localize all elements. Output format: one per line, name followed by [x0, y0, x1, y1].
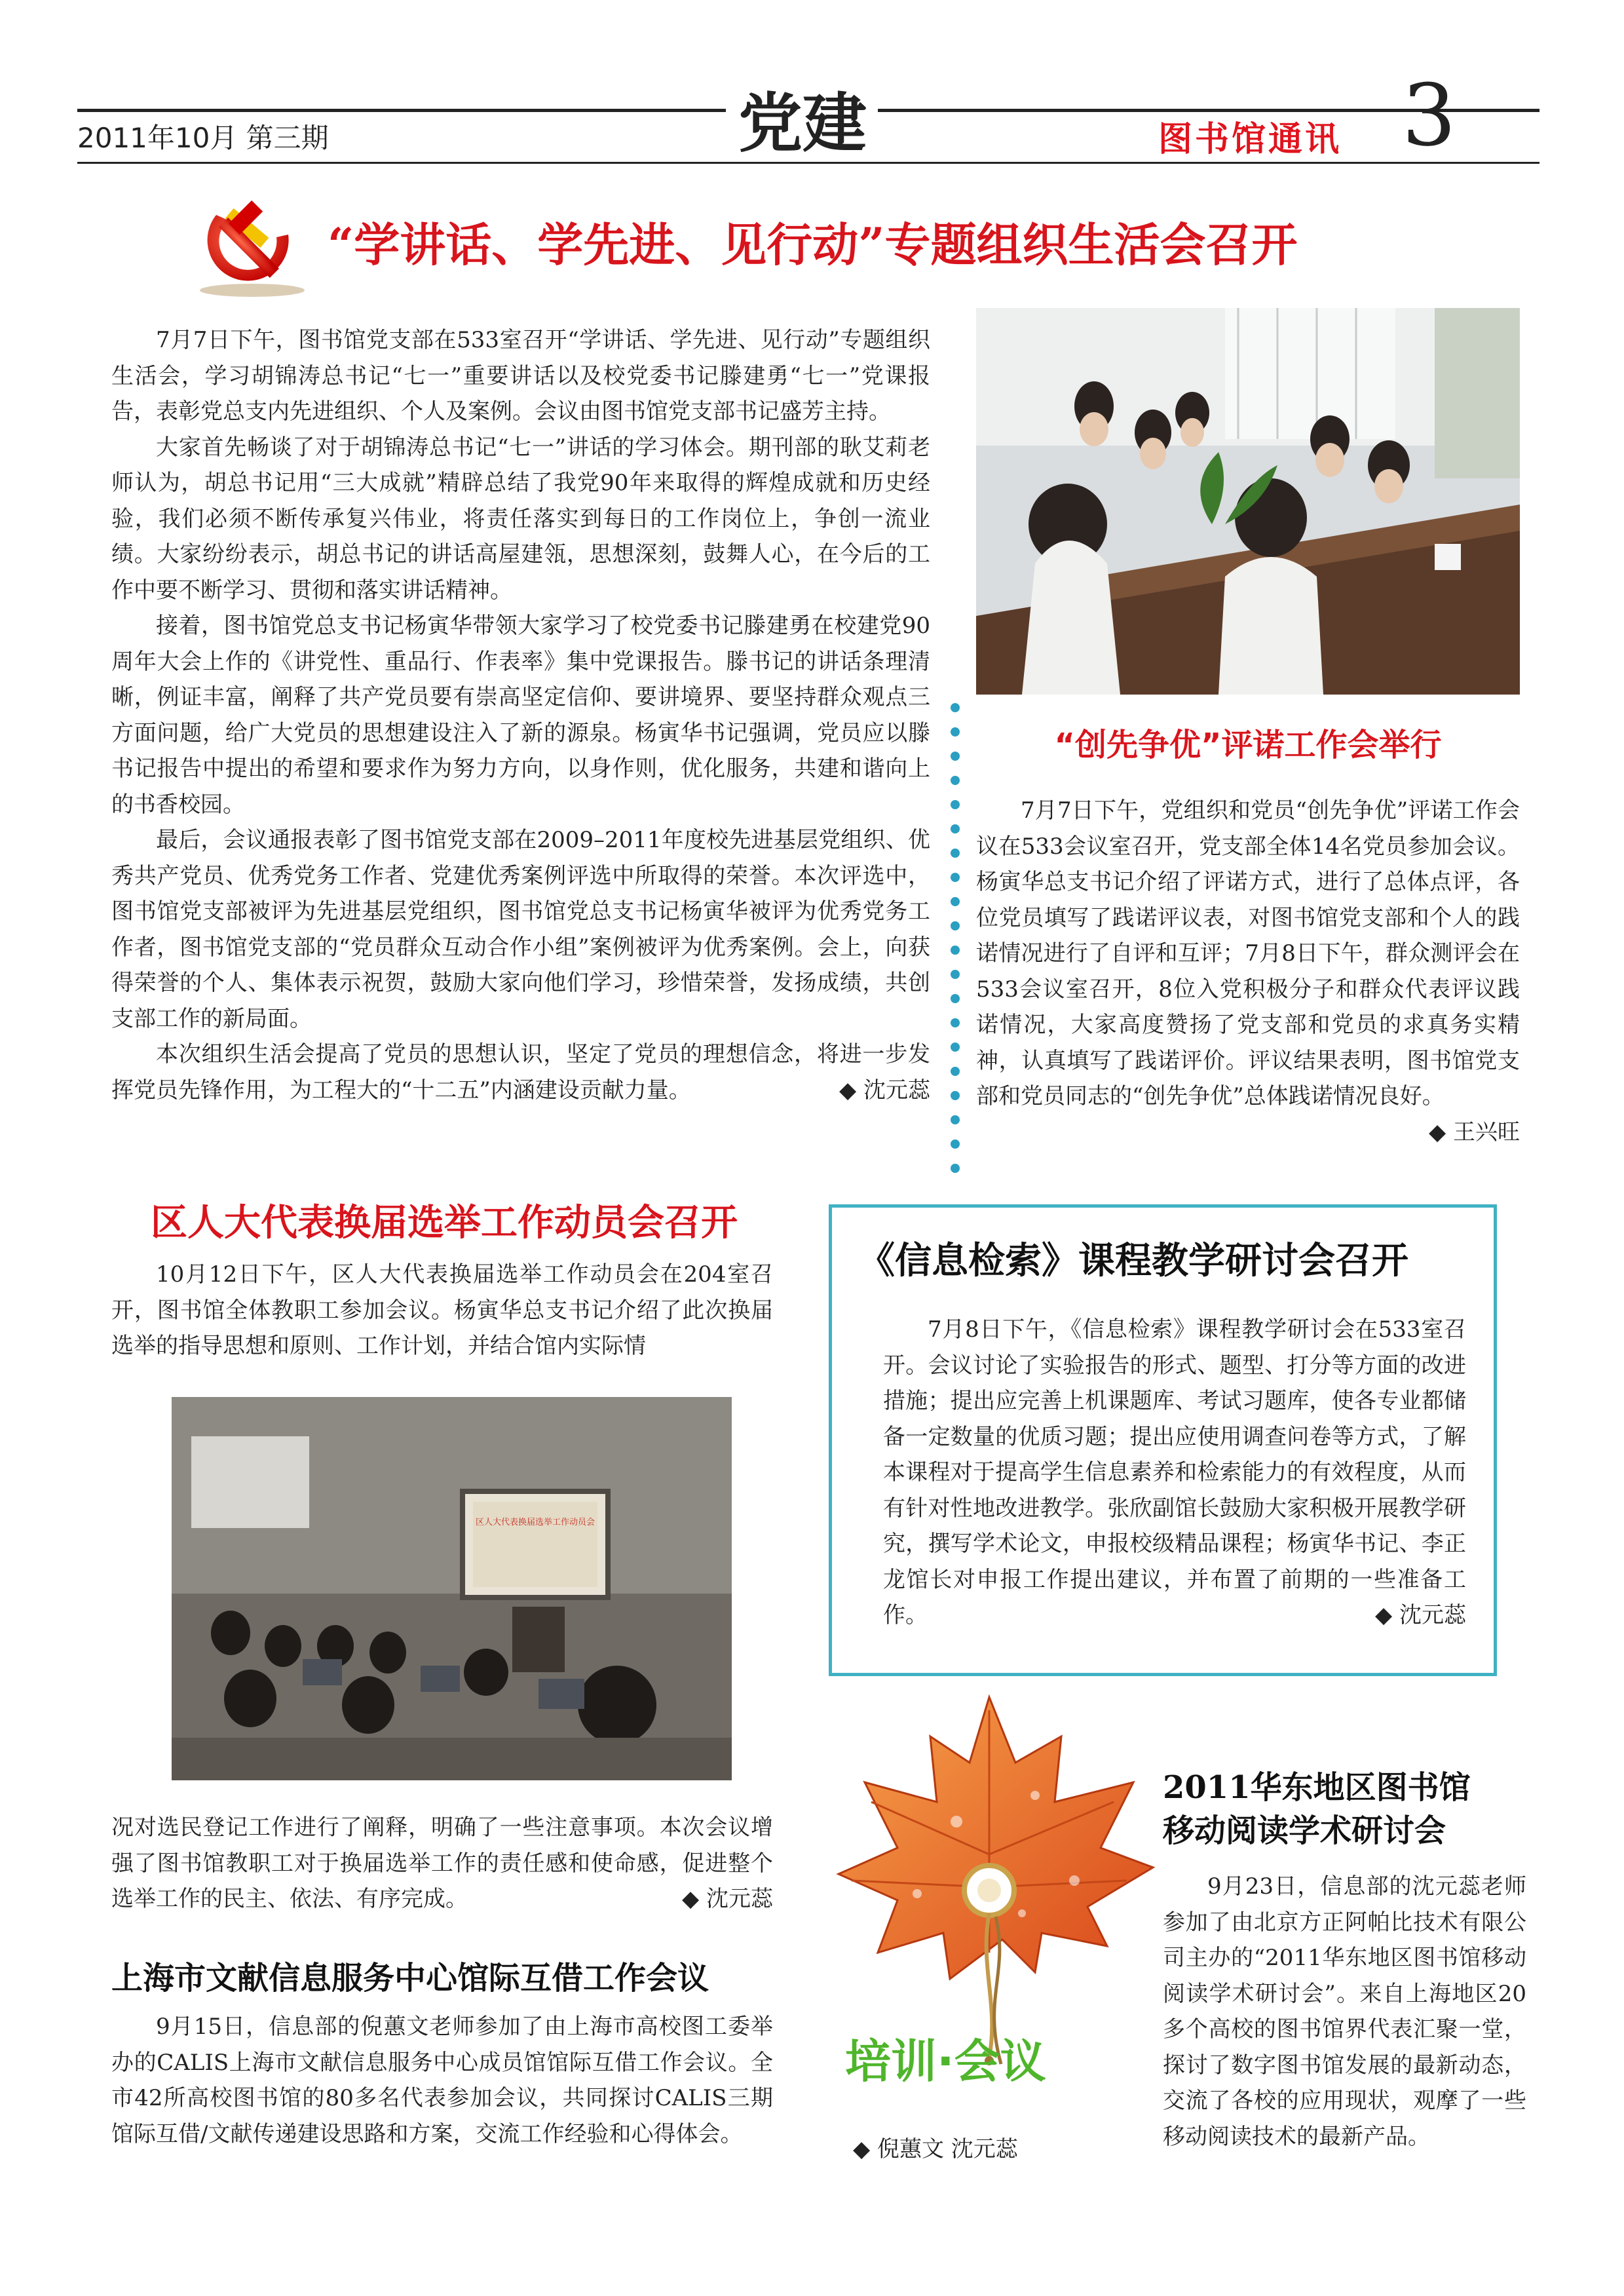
divider-dot [951, 921, 960, 930]
divider-dot [951, 727, 960, 737]
divider-dot [951, 752, 960, 761]
page-number: 3 [1402, 66, 1456, 165]
huadong-text: 9月23日，信息部的沈元蕊老师参加了由北京方正阿帕比技术有限公司主办的“2011华东地区图书馆移动阅读学术研讨会”。来自上海地区20多个高校的图书馆界代表汇聚一堂，探讨了数字图书馆发展的最新动态，交流了各校的应用现状，观摩了一些移动阅读技术的最新产品。 [1163, 1873, 1526, 2150]
xinxi-title: 《信息检索》课程教学研讨会召开 [858, 1240, 1408, 1282]
diamond-icon: ◆ [853, 2136, 877, 2162]
chuangxian-title: “创先争优”评诺工作会举行 [1054, 727, 1442, 763]
election-meeting-photo [172, 1397, 732, 1780]
main-paragraph: 大家首先畅谈了对于胡锦涛总书记“七一”讲话的学习体会。期刊部的耿艾莉老师认为，胡总书记用“三大成就”精辟总结了我党90年来取得的辉煌成就和历史经验，我们必须不断传承复兴伟业，将责任落实到每日的工作岗位上，争创一流业绩。大家纷纷表示，胡总书记的讲话高屋建瓴，思想深刻，鼓舞人心，在今后的工作中要不断学习、贯彻和落实讲话精神。 [111, 434, 930, 603]
divider-dot [951, 1115, 960, 1124]
divider-dot [951, 824, 960, 833]
divider-dot [951, 946, 960, 955]
newsletter-brand: 图书馆通讯 [1158, 120, 1342, 159]
meeting-photo [976, 308, 1520, 695]
maple-leaf-graphic [825, 1691, 1160, 2162]
leaf-authors [853, 2131, 1018, 2163]
main-paragraph: 本次组织生活会提高了党员的思想认识，坚定了党员的理想信念，将进一步发挥党员先锋作用，为工程大的“十二五”内涵建设贡献力量。 [111, 1041, 930, 1103]
divider-dot [951, 800, 960, 809]
calis-body [111, 2009, 773, 2152]
slide-title: 区人大代表换届选举工作动员会 [475, 1518, 595, 1527]
huadong-title-line: 2011华东地区图书馆 [1163, 1769, 1471, 1806]
author-signature: ◆ 沈元蕊 [795, 1073, 930, 1109]
renda-body-bottom [111, 1810, 773, 1917]
author-signature: ◆ 沈元蕊 [1331, 1598, 1466, 1634]
divider-dot [951, 1164, 960, 1173]
divider-dot [951, 703, 960, 712]
divider-dot [951, 897, 960, 906]
divider-dot [951, 849, 960, 858]
divider-dot [951, 1091, 960, 1100]
huadong-title-line: 移动阅读学术研讨会 [1163, 1812, 1446, 1849]
divider-dot [951, 1067, 960, 1076]
header-rule-left [77, 109, 726, 112]
chuangxian-text: 7月7日下午，党组织和党员“创先争优”评诺工作会议在533会议室召开，党支部全体14名党员参加会议。杨寅华总支书记介绍了评诺方式，进行了总体点评，各位党员填写了践诺评议表，对图书馆党支部和个人的践诺情况进行了自评和互评；7月8日下午，群众测评会在533会议室召开，8位入党积极分子和群众代表评议践诺情况，大家高度赞扬了党支部和党员的求真务实精神，认真填写了践诺评价。评议结果表明，图书馆党支部和党员同志的“创先争优”总体践诺情况良好。 [976, 797, 1520, 1109]
author-signature: ◆ 王兴旺 [1384, 1115, 1520, 1151]
huadong-title [1163, 1766, 1471, 1852]
section-title: 党建 [738, 86, 867, 161]
issue-date: 2011年10月 第三期 [77, 122, 329, 154]
divider-dot [951, 994, 960, 1003]
chuangxian-body [976, 793, 1520, 1150]
main-paragraph: 最后，会议通报表彰了图书馆党支部在2009–2011年度校先进基层党组织、优秀共产党员、优秀党务工作者、党建优秀案例评选中所取得的荣誉。本次评选中，图书馆党支部被评为先进基层党组织，图书馆党总支书记杨寅华被评为优秀党务工作者，图书馆党支部的“党员群众互动合作小组”案例被评为优秀案例。会上，向获得荣誉的个人、集体表示祝贺，鼓励大家向他们学习，珍惜荣誉，发扬成绩，共创支部工作的新局面。 [111, 827, 930, 1032]
divider-dot [951, 1043, 960, 1052]
main-paragraph: 7月7日下午，图书馆党支部在533室召开“学讲话、学先进、见行动”专题组织生活会，学习胡锦涛总书记“七一”重要讲话以及校党委书记滕建勇“七一”党课报告，表彰党总支内先进组织、个人及案例。会议由图书馆党支部书记盛芳主持。 [111, 327, 930, 425]
renda-title: 区人大代表换届选举工作动员会召开 [151, 1201, 738, 1244]
renda-text-2: 况对选民登记工作进行了阐释，明确了一些注意事项。本次会议增强了图书馆教职工对于换届选举工作的责任感和使命感，促进整个选举工作的民主、依法、有序完成。 [111, 1814, 773, 1912]
divider-dot [951, 1139, 960, 1149]
calis-title: 上海市文献信息服务中心馆际互借工作会议 [111, 1960, 709, 1997]
divider-dot [951, 873, 960, 882]
divider-dot [951, 970, 960, 979]
hammer-sickle-icon [190, 195, 314, 300]
renda-text-1: 10月12日下午，区人大代表换届选举工作动员会在204室召开，图书馆全体教职工参加会议。杨寅华总支书记介绍了此次换届选举的指导思想和原则、工作计划，并结合馆内实际情 [111, 1261, 773, 1359]
xinxi-text: 7月8日下午，《信息检索》课程教学研讨会在533室召开。会议讨论了实验报告的形式、题型、打分等方面的改进措施；提出应完善上机课题库、考试习题库，使各专业都储备一定数量的优质习题；提出应使用调查问卷等方式，了解本课程对于提高学生信息素养和检索能力的有效程度，从而有针对性地改进教学。张欣副馆长鼓励大家积极开展教学研究，撰写学术论文，申报校级精品课程；杨寅华书记、李正龙馆长对申报工作提出建议，并布置了前期的一些准备工作。 [883, 1316, 1466, 1628]
author-signature: ◆ 沈元蕊 [682, 1881, 773, 1917]
leaf-label: 培训·会议 [845, 2035, 1046, 2088]
main-article-title: “学讲话、学先进、见行动”专题组织生活会召开 [328, 218, 1298, 272]
renda-body-top [111, 1257, 773, 1364]
main-paragraph: 接着，图书馆党总支书记杨寅华带领大家学习了校党委书记滕建勇在校建党90周年大会上作的《讲党性、重品行、作表率》集中党课报告。滕书记的讲话条理清晰，例证丰富，阐释了共产党员要有崇高坚定信仰、要讲境界、要坚持群众观点三方面问题，给广大党员的思想建设注入了新的源泉。杨寅华书记强调，党员应以滕书记报告中提出的希望和要求作为努力方向，以身作则，优化服务，共建和谐向上的书香校园。 [111, 613, 930, 818]
huadong-body [1163, 1869, 1526, 2154]
divider-dot [951, 1018, 960, 1027]
leaf-authors-text: 倪蕙文 沈元蕊 [877, 2136, 1018, 2162]
divider-dot [951, 776, 960, 785]
main-article-body [111, 322, 930, 1108]
dotted-divider [949, 701, 962, 1173]
xinxi-body [883, 1312, 1466, 1634]
calis-text: 9月15日，信息部的倪蕙文老师参加了由上海市高校图工委举办的CALIS上海市文献信息服务中心成员馆馆际互借工作会议。全市42所高校图书馆的80多名代表参加会议，共同探讨CALIS三期馆际互借/文献传递建设思路和方案，交流工作经验和心得体会。 [111, 2014, 773, 2147]
